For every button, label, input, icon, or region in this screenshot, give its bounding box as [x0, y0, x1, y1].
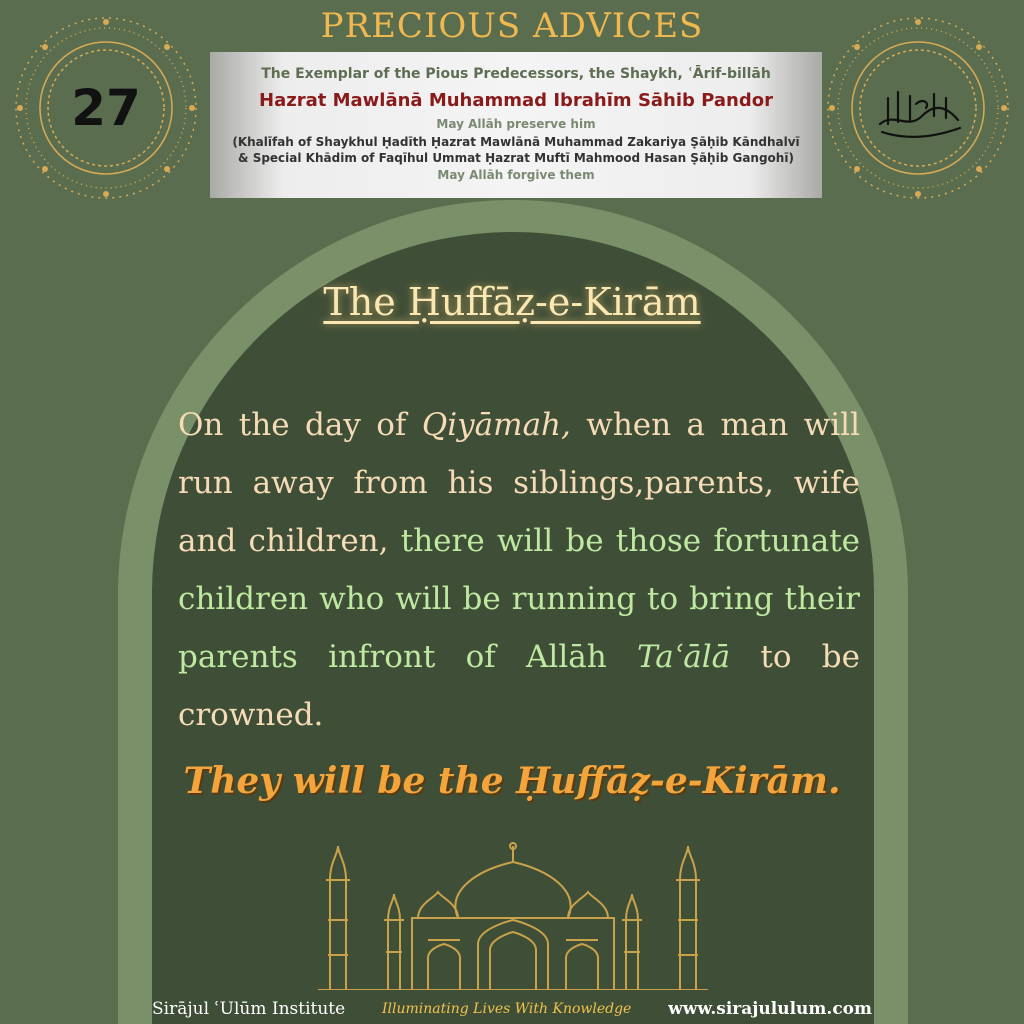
page-header-title: PRECIOUS ADVICES	[320, 6, 704, 46]
author-dua: May Allāh preserve him	[436, 117, 596, 131]
left-medallion	[10, 12, 202, 204]
footer-slogan: Illuminating Lives With Knowledge	[382, 1001, 632, 1017]
author-epithet: The Exemplar of the Pious Predecessors, the Shaykh, ʿĀrif-billāh	[261, 66, 771, 82]
advice-part-1: On the day of	[178, 407, 422, 443]
lineage-dua: May Allāh forgive them	[437, 168, 595, 182]
author-lineage	[210, 134, 822, 166]
advice-part-4: to be crowned.	[178, 639, 860, 733]
issue-number: 27	[71, 79, 141, 137]
bismillah-calligraphy-medallion-icon	[822, 12, 1014, 204]
author-info-box	[210, 52, 822, 198]
highlight-text: They will be the Ḥuffāẓ-e-Kirām.	[183, 760, 841, 802]
right-medallion	[822, 12, 1014, 204]
author-name: Hazrat Mawlānā Muhammad Ibrahīm Sāhib Pandor	[259, 90, 773, 111]
advice-part-2: when a man will run away from his siblings,parents, wife and children,	[178, 407, 860, 559]
footer	[0, 994, 1024, 1024]
advice-term-qiyamah: Qiyāmah,	[421, 407, 571, 443]
main-title: The Ḥuffāẓ-e-Kirām	[323, 280, 701, 324]
author-lineage-line-2: & Special Khādim of Faqīhul Ummat Ḥazrat Muftī Mahmood Hasan Ṣāḥib Gangohī)	[238, 151, 794, 165]
author-lineage-line-1: (Khalīfah of Shaykhul Ḥadīth Ḥazrat Mawlānā Muhammad Zakariya Ṣāḥib Kāndhalvī	[232, 135, 800, 149]
mosque-outline-icon	[318, 840, 708, 990]
advice-text	[178, 396, 860, 744]
footer-institute: Sirājul ʿUlūm Institute	[152, 999, 346, 1019]
footer-website-link[interactable]: www.sirajululum.com	[668, 999, 872, 1019]
advice-part-3: there will be those fortunate children who will be running to bring their parents infront of Allāh	[178, 523, 861, 675]
advice-term-taala: Taʿālā	[636, 639, 731, 675]
